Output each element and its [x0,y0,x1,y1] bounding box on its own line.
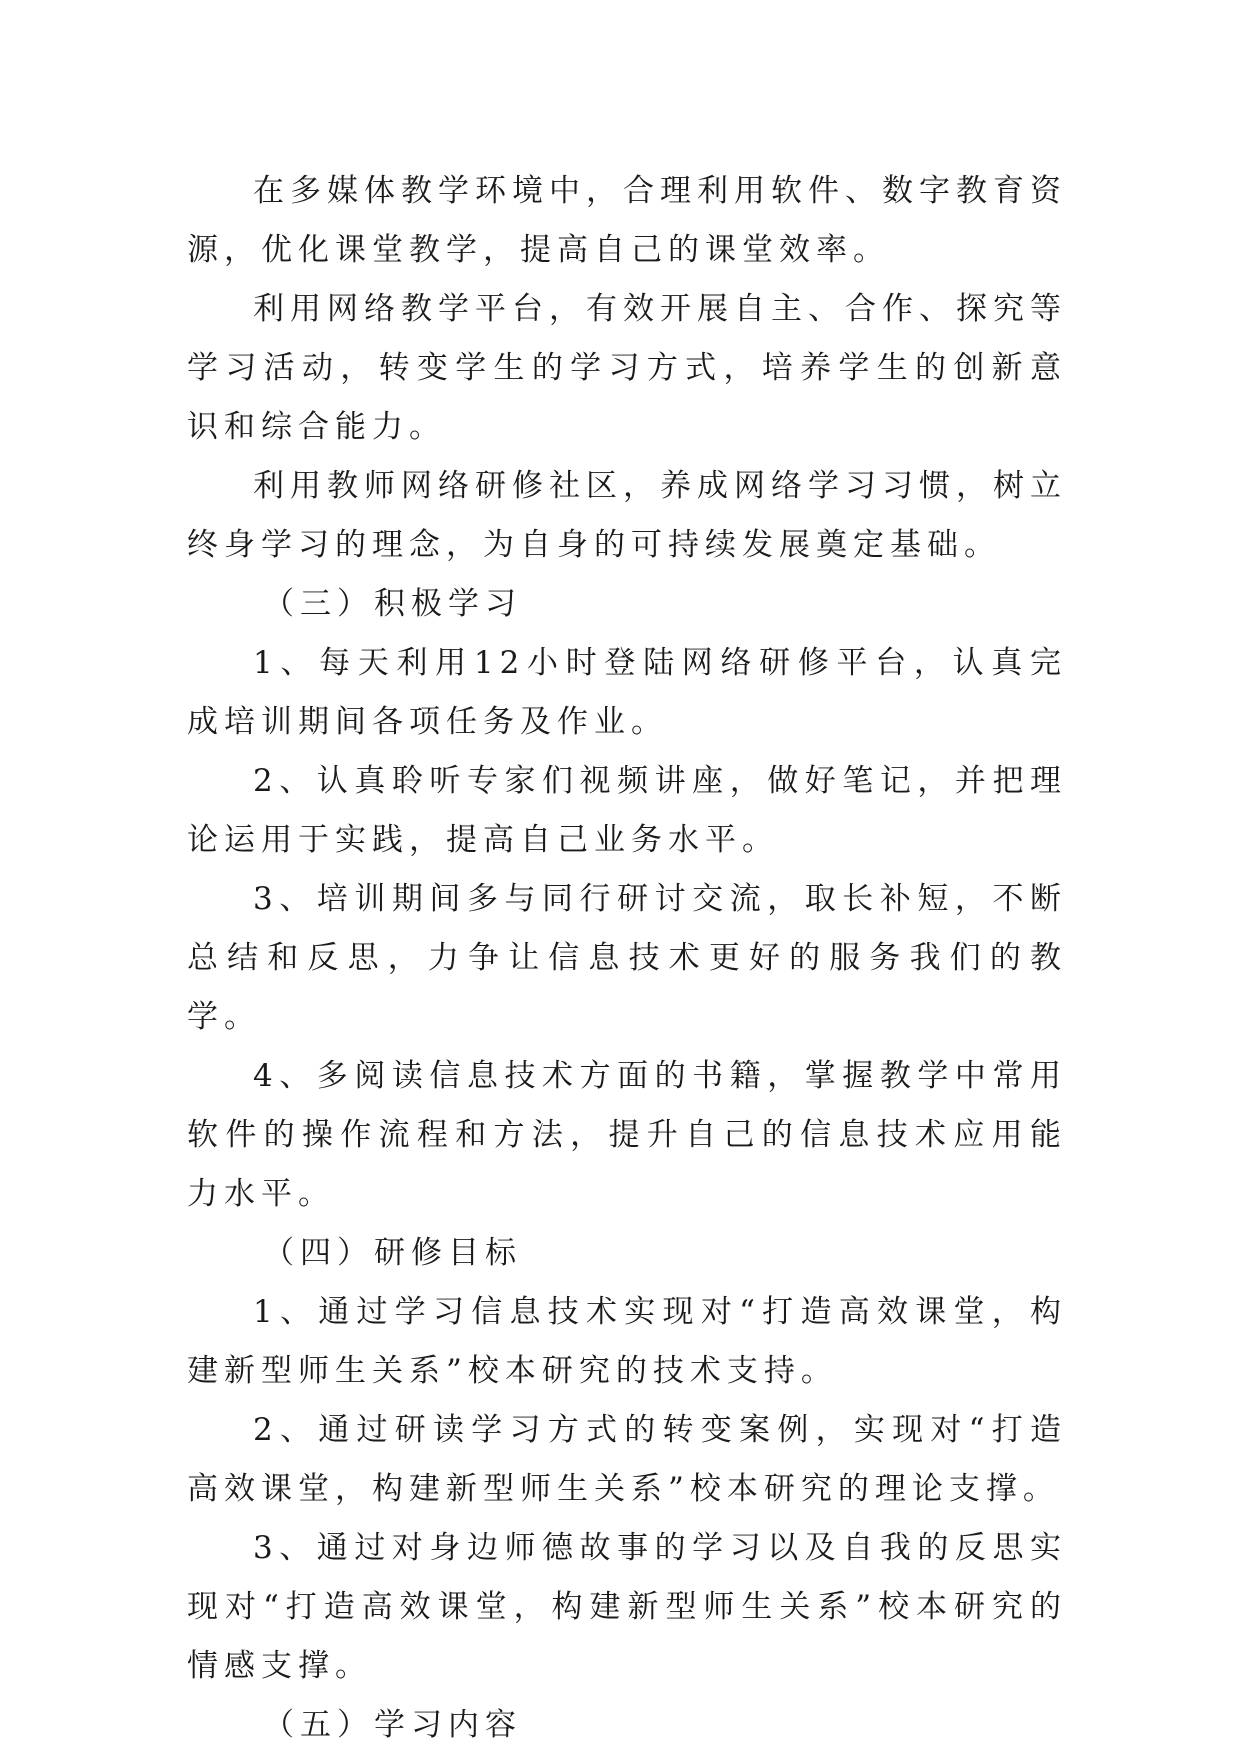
paragraph-item-1: 1、每天利用12小时登陆网络研修平台，认真完成培训期间各项任务及作业。 [187,645,1067,740]
document-body [187,162,1067,1755]
section-heading-research-goals: （四）研修目标 [263,1235,522,1271]
paragraph-item-3: 3、培训期间多与同行研讨交流，取长补短，不断总结和反思，力争让信息技术更好的服务我们的教学。 [187,881,1067,1035]
paragraph-goal-1: 1、通过学习信息技术实现对“打造高效课堂，构建新型师生关系”校本研究的技术支持。 [187,1294,1067,1389]
paragraph-multimedia: 在多媒体教学环境中，合理利用软件、数字教育资源，优化课堂教学，提高自己的课堂效率。 [187,173,1067,268]
paragraph-goal-3: 3、通过对身边师德故事的学习以及自我的反思实现对“打造高效课堂，构建新型师生关系”校本研究的情感支撑。 [187,1530,1067,1684]
paragraph-item-2: 2、认真聆听专家们视频讲座，做好笔记，并把理论运用于实践，提高自己业务水平。 [187,763,1067,858]
paragraph-network-platform: 利用网络教学平台，有效开展自主、合作、探究等学习活动，转变学生的学习方式，培养学生的创新意识和综合能力。 [187,291,1067,445]
section-heading-active-learning: （三）积极学习 [263,586,522,622]
paragraph-research-community: 利用教师网络研修社区，养成网络学习习惯，树立终身学习的理念，为自身的可持续发展奠定基础。 [187,468,1067,563]
section-heading-learning-content: （五）学习内容 [263,1707,522,1743]
paragraph-goal-2: 2、通过研读学习方式的转变案例，实现对“打造高效课堂，构建新型师生关系”校本研究的理论支撑。 [187,1412,1067,1507]
paragraph-item-4: 4、多阅读信息技术方面的书籍，掌握教学中常用软件的操作流程和方法，提升自己的信息技术应用能力水平。 [187,1058,1067,1212]
